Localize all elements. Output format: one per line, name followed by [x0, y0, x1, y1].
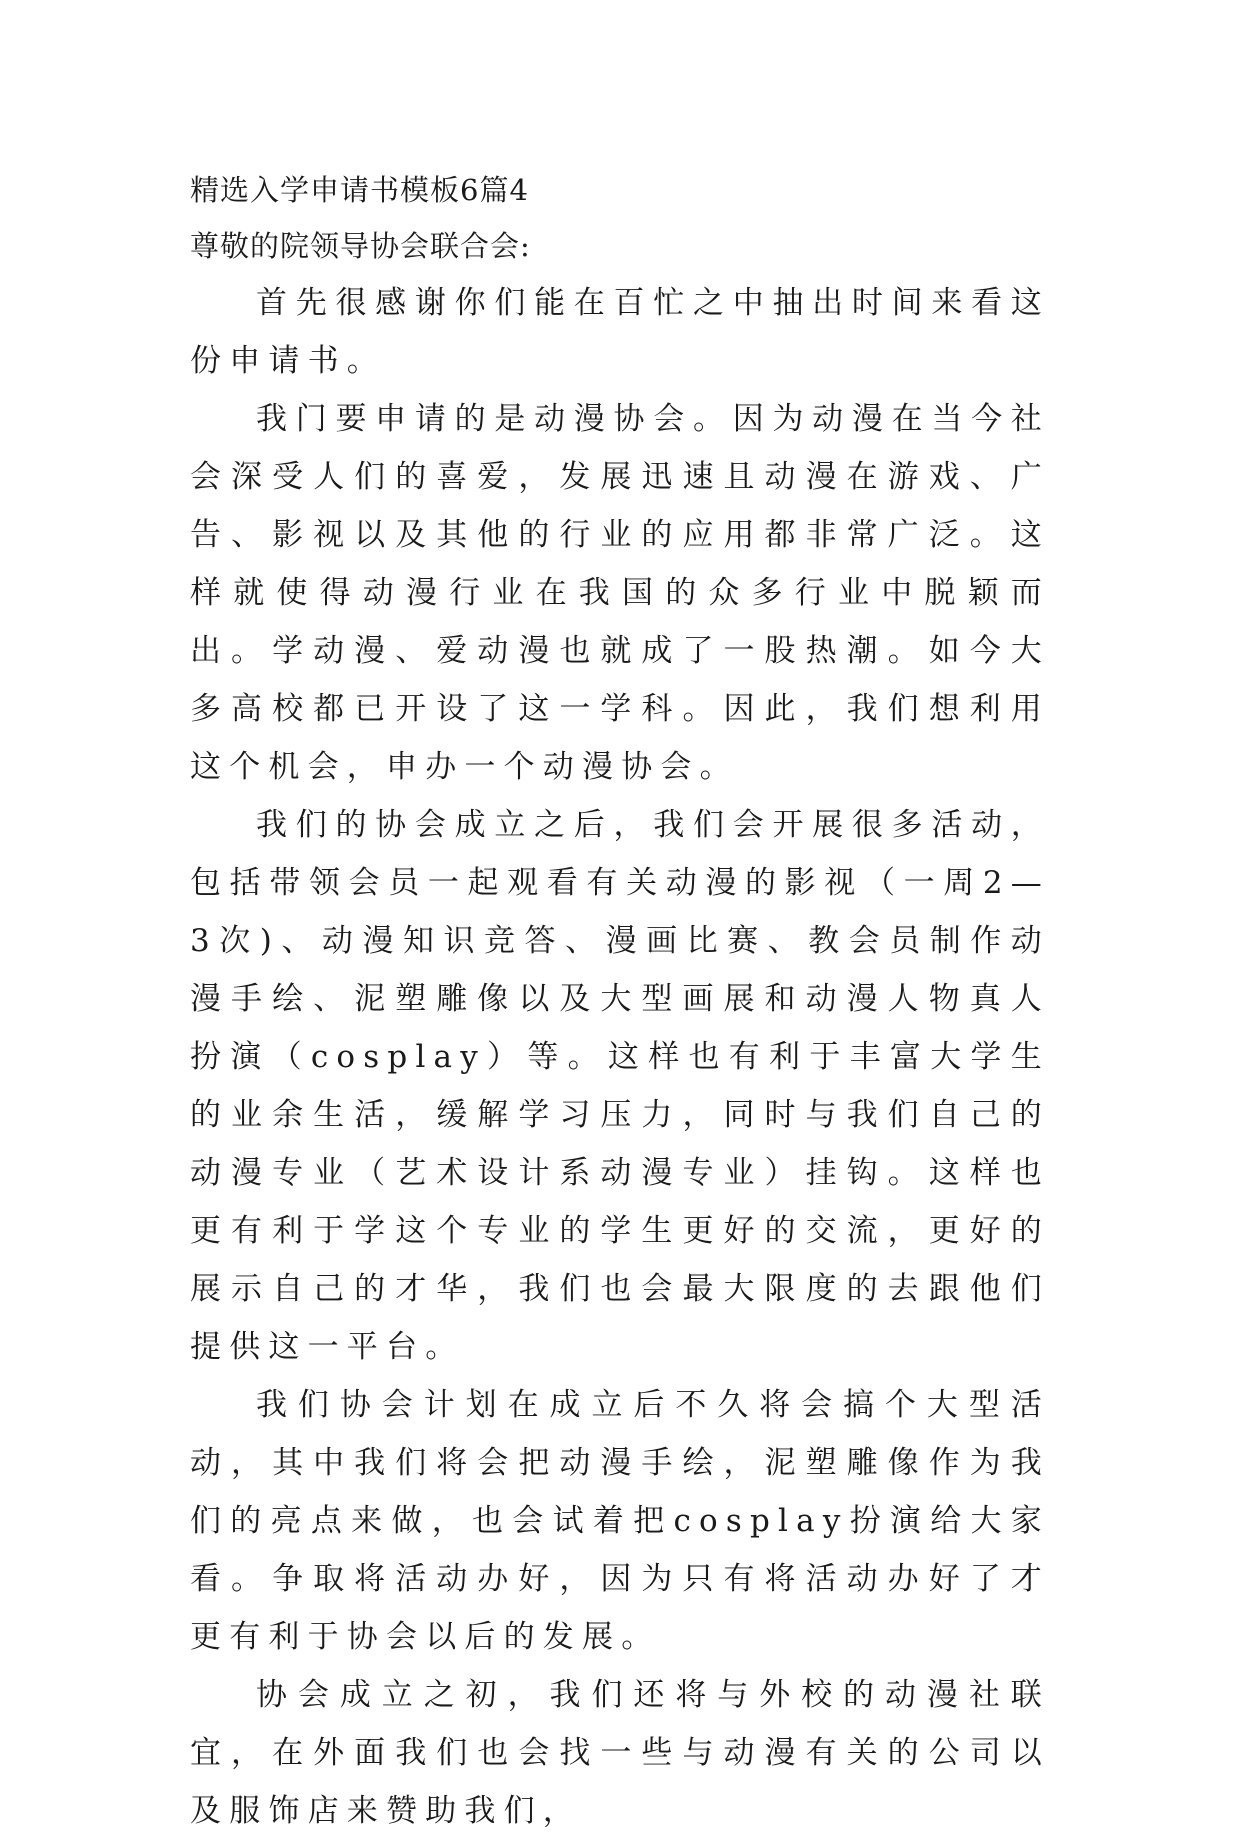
paragraph: 协会成立之初，我们还将与外校的动漫社联宜，在外面我们也会找一些与动漫有关的公司以及服饰店来赞助我们，: [190, 1677, 1050, 1829]
paragraph: 我门要申请的是动漫协会。因为动漫在当今社会深受人们的喜爱，发展迅速且动漫在游戏、广告、影视以及其他的行业的应用都非常广泛。这样就使得动漫行业在我国的众多行业中脱颖而出。学动漫、爱动漫也就成了一股热潮。如今大多高校都已开设了这一学科。因此，我们想利用这个机会，申办一个动漫协会。: [190, 401, 1050, 785]
paragraph: 我们协会计划在成立后不久将会搞个大型活动，其中我们将会把动漫手绘，泥塑雕像作为我们的亮点来做，也会试着把cosplay扮演给大家看。争取将活动办好，因为只有将活动办好了才更有利于协会以后的发展。: [190, 1387, 1050, 1655]
document-title: 精选入学申请书模板6篇4: [190, 173, 529, 207]
paragraph: 我们的协会成立之后，我们会开展很多活动，包括带领会员一起观看有关动漫的影视（一周2—3次)、动漫知识竞答、漫画比赛、教会员制作动漫手绘、泥塑雕像以及大型画展和动漫人物真人扮演（cosplay）等。这样也有利于丰富大学生的业余生活，缓解学习压力，同时与我们自己的动漫专业（艺术设计系动漫专业）挂钩。这样也更有利于学这个专业的学生更好的交流，更好的展示自己的才华，我们也会最大限度的去跟他们提供这一平台。: [190, 807, 1050, 1365]
salutation: 尊敬的院领导协会联合会:: [190, 229, 531, 263]
paragraph: 首先很感谢你们能在百忙之中抽出时间来看这份申请书。: [190, 285, 1050, 379]
document-body: [190, 162, 1050, 1840]
